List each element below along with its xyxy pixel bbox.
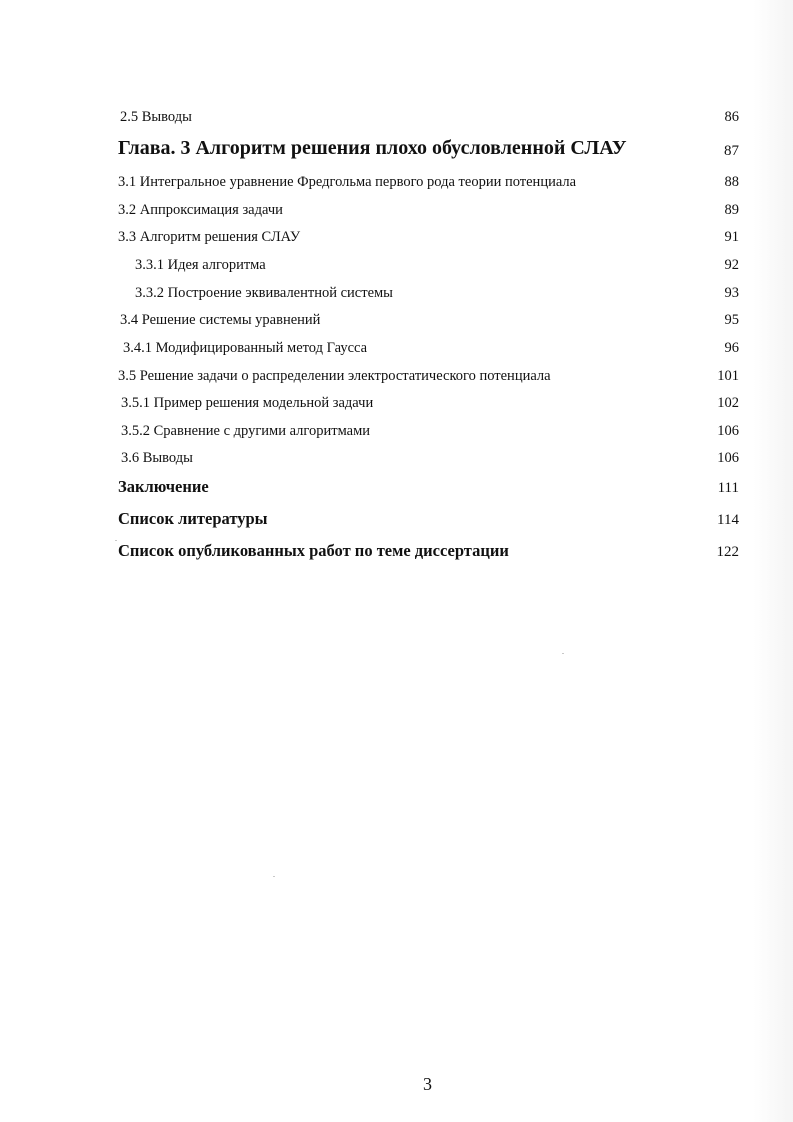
toc-entry-page: 102 bbox=[717, 395, 739, 411]
toc-entry-page: 101 bbox=[717, 368, 739, 384]
toc-entry-title: 3.5 Решение задачи о распределении электростатического потенциала bbox=[118, 368, 551, 384]
toc-entry-title: 3.3.1 Идея алгоритма bbox=[135, 257, 266, 273]
toc-entry-page: 86 bbox=[724, 109, 739, 125]
toc-entry-page: 87 bbox=[724, 143, 739, 159]
toc-entry-title: 3.3 Алгоритм решения СЛАУ bbox=[118, 229, 301, 245]
toc-entry-title: 2.5 Выводы bbox=[120, 109, 192, 125]
toc-entry-title: 3.5.1 Пример решения модельной задачи bbox=[121, 395, 374, 411]
toc-entry-title: Список литературы bbox=[118, 509, 268, 528]
toc-entry-title: 3.4.1 Модифицированный метод Гаусса bbox=[123, 340, 368, 356]
toc-entry-title: 3.6 Выводы bbox=[121, 450, 193, 466]
toc-entry-title: Заключение bbox=[118, 477, 209, 496]
toc-entry-page: 89 bbox=[724, 202, 739, 218]
toc-entry-page: 92 bbox=[724, 257, 739, 273]
toc-entry-title: 3.3.2 Построение эквивалентной системы bbox=[135, 285, 393, 301]
toc-entry-title: Глава. 3 Алгоритм решения плохо обусловленной СЛАУ bbox=[118, 137, 627, 159]
toc-entry-page: 106 bbox=[717, 423, 739, 439]
toc-entry-page: 96 bbox=[724, 340, 739, 356]
toc-entry-title: Список опубликованных работ по теме диссертации bbox=[118, 541, 509, 560]
toc-entry-page: 95 bbox=[724, 312, 739, 328]
toc-entry-page: 122 bbox=[716, 544, 739, 560]
toc-entry-page: 93 bbox=[724, 285, 739, 301]
toc-entry-page: 111 bbox=[717, 480, 739, 496]
toc-entry-page: 114 bbox=[717, 512, 739, 528]
toc-entry-page: 88 bbox=[724, 174, 739, 190]
toc-entry-page: 91 bbox=[724, 229, 739, 245]
scan-speck bbox=[115, 540, 117, 541]
toc-entry-title: 3.2 Аппроксимация задачи bbox=[118, 202, 283, 218]
toc-entry-page: 106 bbox=[717, 450, 739, 466]
toc-entry-title: 3.4 Решение системы уравнений bbox=[120, 312, 321, 328]
scan-speck bbox=[273, 876, 275, 877]
page-number: 3 bbox=[423, 1074, 432, 1094]
scan-speck bbox=[562, 653, 564, 654]
toc-entry-title: 3.1 Интегральное уравнение Фредгольма первого рода теории потенциала bbox=[118, 174, 577, 190]
scan-shadow bbox=[753, 0, 793, 1122]
toc-entry-title: 3.5.2 Сравнение с другими алгоритмами bbox=[121, 423, 371, 439]
